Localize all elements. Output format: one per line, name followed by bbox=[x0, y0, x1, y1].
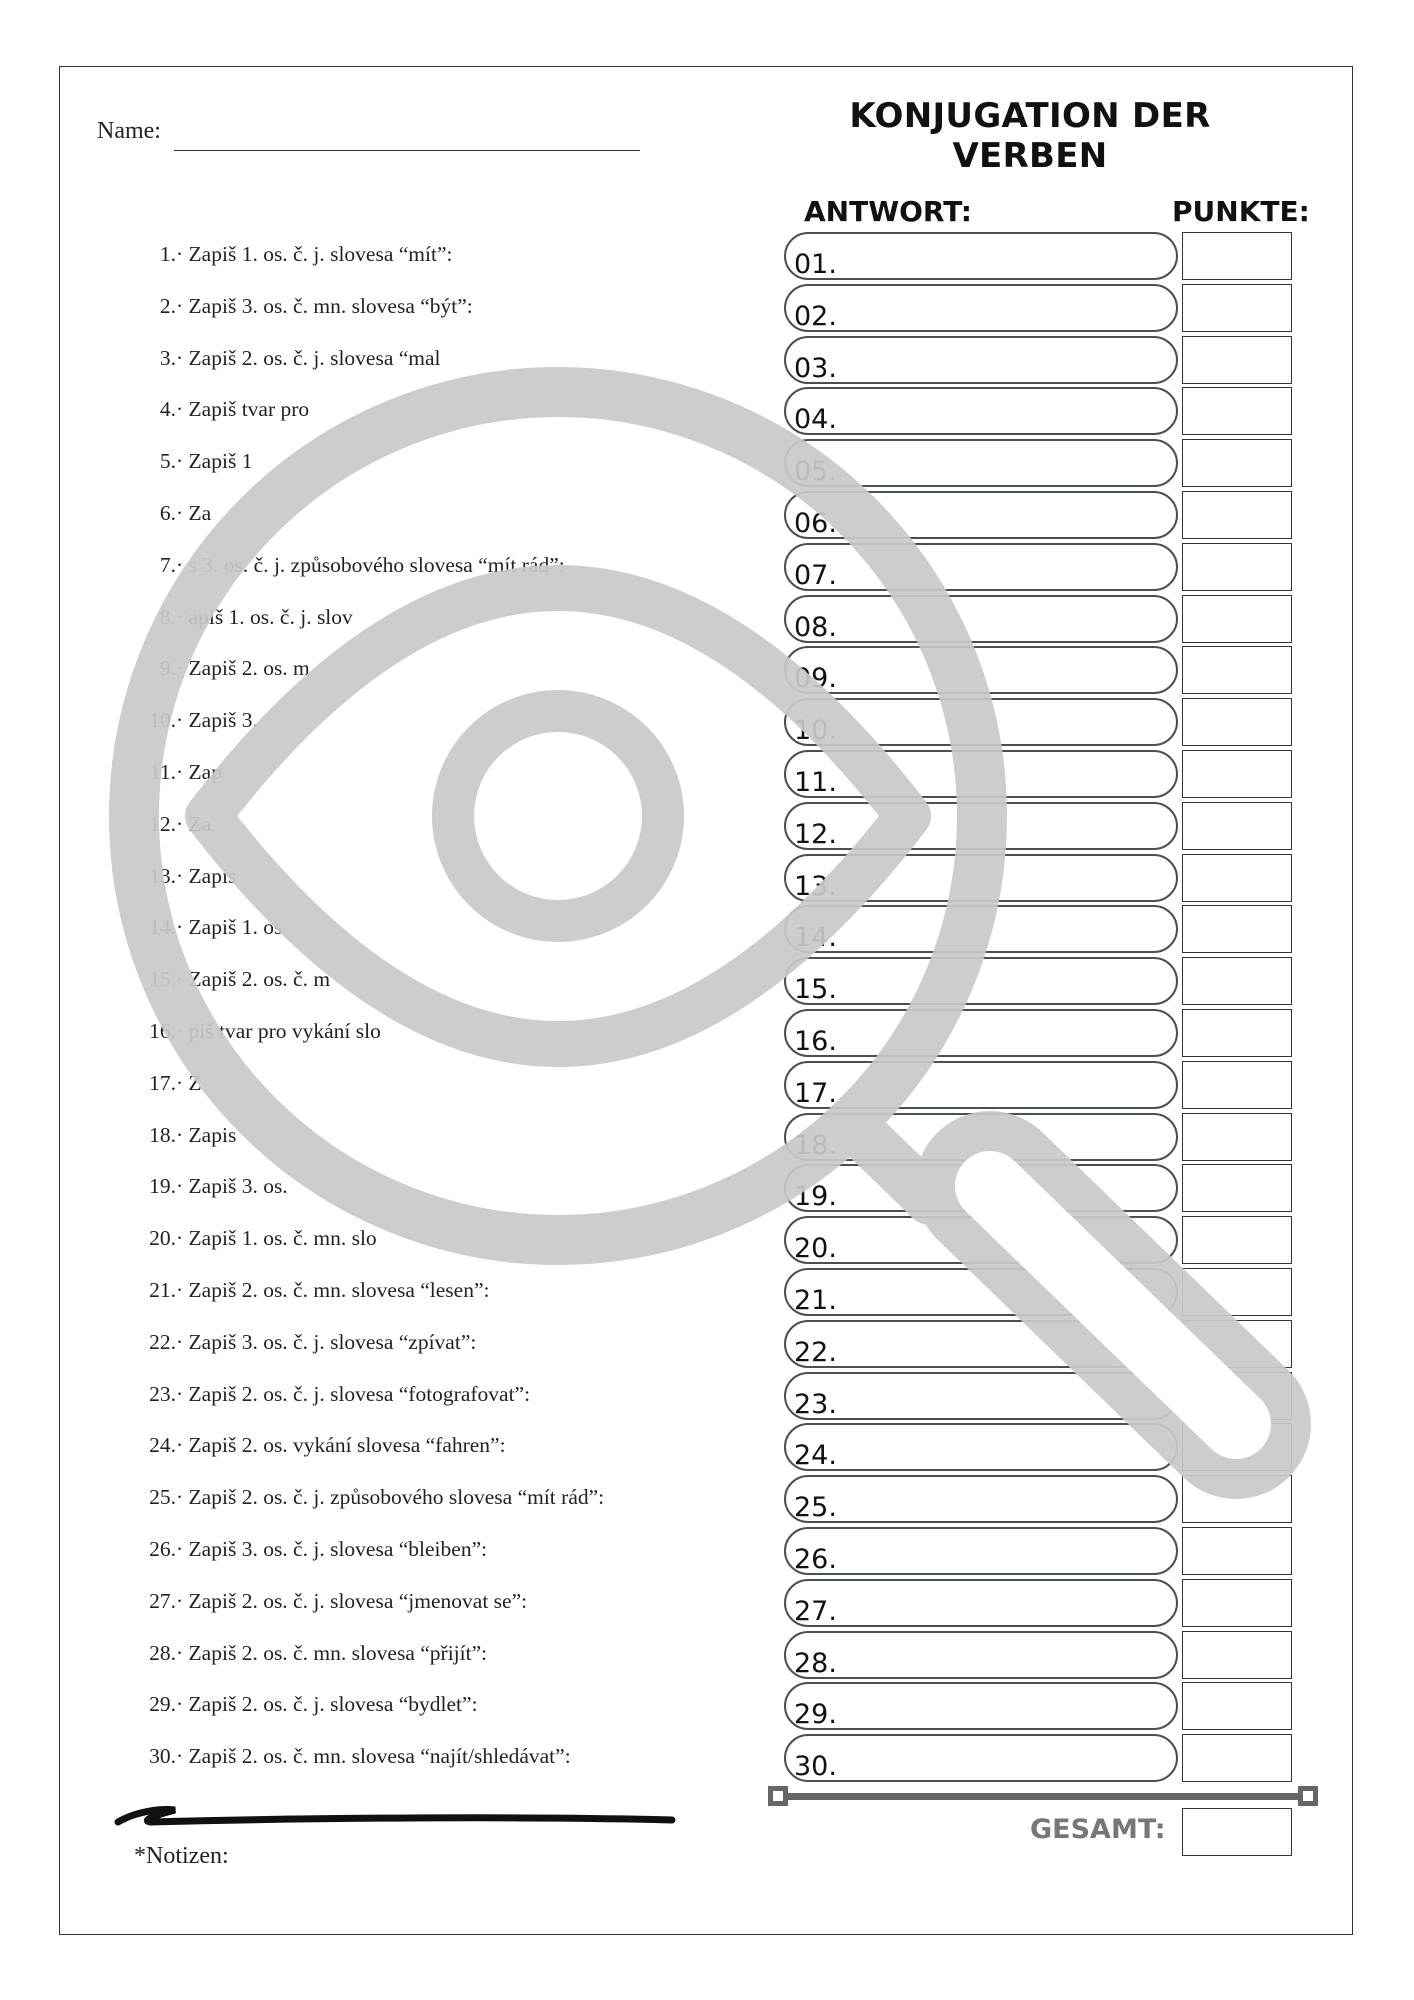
points-box-9[interactable] bbox=[1182, 646, 1292, 694]
question-29: 29.· Zapiš 2. os. č. j. slovesa “bydlet”: bbox=[0, 1692, 700, 1717]
answer-field-9[interactable] bbox=[784, 646, 1178, 694]
question-text: Zapiš 2. os. č. j. způsobového slovesa “mít rád”: bbox=[188, 1485, 605, 1510]
points-box-5[interactable] bbox=[1182, 439, 1292, 487]
points-box-19[interactable] bbox=[1182, 1164, 1292, 1212]
question-5: 5.· Zapiš 1 bbox=[0, 449, 700, 474]
answer-number: 11. bbox=[794, 767, 837, 798]
answer-field-11[interactable] bbox=[784, 750, 1178, 798]
answer-field-22[interactable] bbox=[784, 1320, 1178, 1368]
answer-field-28[interactable] bbox=[784, 1631, 1178, 1679]
answer-number: 10. bbox=[794, 715, 837, 747]
answer-field-23[interactable] bbox=[784, 1372, 1178, 1420]
question-16: 16.· piš tvar pro vykání slo bbox=[0, 1019, 700, 1044]
question-24: 24.· Zapiš 2. os. vykání slovesa “fahren”: bbox=[0, 1433, 700, 1458]
points-box-16[interactable] bbox=[1182, 1009, 1292, 1057]
question-number: 30. bbox=[149, 1744, 176, 1769]
answer-number: 05. bbox=[794, 456, 837, 488]
answer-number: 20. bbox=[794, 1233, 837, 1265]
question-text: Zapiš 1. os bbox=[188, 915, 283, 940]
question-26: 26.· Zapiš 3. os. č. j. slovesa “bleiben”: bbox=[0, 1537, 700, 1562]
question-text: Zapiš 3. os. č. j. slovesa “zpívat”: bbox=[188, 1329, 477, 1354]
question-text: Zapiš 2. os. č. m bbox=[188, 967, 331, 992]
question-28: 28.· Zapiš 2. os. č. mn. slovesa “přijít”: bbox=[0, 1641, 700, 1666]
question-text: Zapis bbox=[188, 1122, 237, 1147]
points-box-1[interactable] bbox=[1182, 232, 1292, 280]
question-number: 13. bbox=[149, 863, 176, 888]
question-number: 14. bbox=[149, 915, 176, 940]
answer-number: 18. bbox=[794, 1129, 837, 1161]
question-text: Zapiš 2. os. m bbox=[188, 656, 310, 681]
question-text: Zap bbox=[188, 760, 222, 784]
question-number: 25. bbox=[149, 1485, 176, 1510]
answer-number: 03. bbox=[794, 352, 837, 384]
question-number: 22. bbox=[149, 1329, 176, 1354]
question-number: 21. bbox=[149, 1278, 176, 1302]
question-20: 20.· Zapiš 1. os. č. mn. slo bbox=[0, 1226, 700, 1251]
points-box-10[interactable] bbox=[1182, 698, 1292, 746]
question-number: 3. bbox=[159, 345, 176, 370]
name-field[interactable] bbox=[174, 150, 640, 151]
question-text: Zapiš 2. os. vykání slovesa “fahren”: bbox=[188, 1433, 506, 1458]
question-7: 7.· s 3. os. č. j. způsobového slovesa “mít rád”: bbox=[0, 553, 700, 578]
answer-field-20[interactable] bbox=[784, 1216, 1178, 1264]
answer-number: 21. bbox=[794, 1285, 837, 1316]
points-box-21[interactable] bbox=[1182, 1268, 1292, 1316]
question-number: 16. bbox=[149, 1019, 176, 1043]
answer-number: 16. bbox=[794, 1026, 837, 1057]
question-number: 6. bbox=[159, 501, 176, 525]
points-box-2[interactable] bbox=[1182, 284, 1292, 332]
question-11: 11.· Zap bbox=[0, 760, 700, 785]
points-box-30[interactable] bbox=[1182, 1734, 1292, 1782]
question-text: piš tvar pro vykání slo bbox=[188, 1019, 381, 1043]
answer-field-26[interactable] bbox=[784, 1527, 1178, 1575]
question-number: 5. bbox=[159, 449, 176, 474]
question-number: 23. bbox=[149, 1381, 176, 1406]
question-number: 27. bbox=[149, 1588, 176, 1613]
points-box-14[interactable] bbox=[1182, 905, 1292, 953]
divider-right-handle bbox=[1298, 1786, 1318, 1806]
answer-number: 28. bbox=[794, 1647, 837, 1679]
question-text: Zapiš 2. os. č. j. slovesa “bydlet”: bbox=[188, 1692, 478, 1717]
question-9: 9.· Zapiš 2. os. m bbox=[0, 656, 700, 681]
question-text: s 3. os. č. j. způsobového slovesa “mít rád”: bbox=[188, 552, 565, 577]
question-number: 12. bbox=[149, 811, 176, 836]
question-text: Zapiš 3. os. bbox=[188, 1174, 288, 1199]
question-12: 12.· Za bbox=[0, 812, 700, 837]
question-number: 2. bbox=[159, 293, 176, 318]
points-box-3[interactable] bbox=[1182, 336, 1292, 384]
points-box-29[interactable] bbox=[1182, 1682, 1292, 1730]
answer-field-7[interactable] bbox=[784, 543, 1178, 591]
question-4: 4.· Zapiš tvar pro bbox=[0, 397, 700, 422]
points-box-7[interactable] bbox=[1182, 543, 1292, 591]
answer-number: 14. bbox=[794, 922, 837, 954]
total-label: GESAMT: bbox=[1030, 1814, 1166, 1845]
question-text: Zapiš 2. os. č. j. slovesa “mal bbox=[188, 345, 441, 370]
question-2: 2.· Zapiš 3. os. č. mn. slovesa “být”: bbox=[0, 294, 700, 319]
question-number: 20. bbox=[149, 1226, 176, 1251]
question-text: Z bbox=[188, 1070, 202, 1095]
answer-field-27[interactable] bbox=[784, 1579, 1178, 1627]
points-box-23[interactable] bbox=[1182, 1372, 1292, 1420]
answer-field-2[interactable] bbox=[784, 284, 1178, 332]
points-box-6[interactable] bbox=[1182, 491, 1292, 539]
points-box-28[interactable] bbox=[1182, 1631, 1292, 1679]
points-box-17[interactable] bbox=[1182, 1061, 1292, 1109]
answer-field-15[interactable] bbox=[784, 957, 1178, 1005]
question-25: 25.· Zapiš 2. os. č. j. způsobového slovesa “mít rád”: bbox=[0, 1485, 700, 1510]
answer-field-6[interactable] bbox=[784, 491, 1178, 539]
answer-field-12[interactable] bbox=[784, 802, 1178, 850]
question-text: Zapiš 1. os. č. mn. slo bbox=[188, 1226, 377, 1251]
answer-number: 25. bbox=[794, 1492, 837, 1524]
total-points-box[interactable] bbox=[1182, 1808, 1292, 1856]
question-number: 15. bbox=[149, 967, 176, 992]
answer-number: 04. bbox=[794, 404, 837, 436]
points-box-24[interactable] bbox=[1182, 1423, 1292, 1471]
answer-number: 26. bbox=[794, 1544, 837, 1575]
question-30: 30.· Zapiš 2. os. č. mn. slovesa “najít/shledávat”: bbox=[0, 1744, 700, 1769]
answer-number: 06. bbox=[794, 508, 837, 539]
question-21: 21.· Zapiš 2. os. č. mn. slovesa “lesen”: bbox=[0, 1278, 700, 1303]
question-10: 10.· Zapiš 3. bbox=[0, 708, 700, 733]
points-column-header: PUNKTE: bbox=[1172, 195, 1310, 228]
answer-number: 09. bbox=[794, 663, 837, 695]
answer-number: 07. bbox=[794, 559, 837, 591]
answer-number: 29. bbox=[794, 1699, 837, 1731]
question-text: Zapiš 3. os. č. j. slovesa “bleiben”: bbox=[188, 1537, 488, 1561]
question-8: 8.· apiš 1. os. č. j. slov bbox=[0, 605, 700, 630]
answer-number: 12. bbox=[794, 818, 837, 850]
question-number: 7. bbox=[159, 552, 176, 577]
question-number: 29. bbox=[149, 1692, 176, 1717]
answer-number: 30. bbox=[794, 1751, 837, 1783]
question-15: 15.· Zapiš 2. os. č. m bbox=[0, 967, 700, 992]
question-number: 9. bbox=[159, 656, 176, 681]
points-box-13[interactable] bbox=[1182, 854, 1292, 902]
answer-number: 19. bbox=[794, 1181, 837, 1213]
answer-number: 27. bbox=[794, 1595, 837, 1627]
answer-field-25[interactable] bbox=[784, 1475, 1178, 1523]
answer-number: 13. bbox=[794, 870, 837, 902]
question-text: Zapiš 3. bbox=[188, 708, 258, 733]
question-text: Zapiš 2. os. č. mn. slovesa “lesen”: bbox=[188, 1278, 490, 1302]
question-13: 13.· Zapis bbox=[0, 864, 700, 889]
points-box-25[interactable] bbox=[1182, 1475, 1292, 1523]
answer-field-14[interactable] bbox=[784, 905, 1178, 953]
answer-field-5[interactable] bbox=[784, 439, 1178, 487]
answer-field-19[interactable] bbox=[784, 1164, 1178, 1212]
answer-number: 17. bbox=[794, 1077, 837, 1109]
question-text: Zapis bbox=[188, 863, 237, 888]
answer-number: 02. bbox=[794, 300, 837, 332]
question-14: 14.· Zapiš 1. os bbox=[0, 915, 700, 940]
question-number: 11. bbox=[149, 760, 176, 784]
answer-number: 15. bbox=[794, 974, 837, 1006]
question-text: apiš 1. os. č. j. slov bbox=[188, 604, 353, 629]
question-1: 1.· Zapiš 1. os. č. j. slovesa “mít”: bbox=[0, 242, 700, 267]
points-box-22[interactable] bbox=[1182, 1320, 1292, 1368]
question-number: 10. bbox=[149, 708, 176, 733]
question-number: 4. bbox=[159, 397, 176, 422]
points-box-20[interactable] bbox=[1182, 1216, 1292, 1264]
question-number: 17. bbox=[149, 1070, 176, 1095]
answer-field-4[interactable] bbox=[784, 387, 1178, 435]
answer-field-3[interactable] bbox=[784, 336, 1178, 384]
question-6: 6.· Za bbox=[0, 501, 700, 526]
question-19: 19.· Zapiš 3. os. bbox=[0, 1174, 700, 1199]
question-27: 27.· Zapiš 2. os. č. j. slovesa “jmenovat se”: bbox=[0, 1589, 700, 1614]
question-23: 23.· Zapiš 2. os. č. j. slovesa “fotografovat”: bbox=[0, 1382, 700, 1407]
question-number: 24. bbox=[149, 1433, 176, 1458]
question-number: 26. bbox=[149, 1537, 176, 1561]
question-text: Zapiš 2. os. č. mn. slovesa “najít/shledávat”: bbox=[188, 1744, 571, 1769]
notes-label: *Notizen: bbox=[134, 1843, 229, 1869]
points-box-11[interactable] bbox=[1182, 750, 1292, 798]
answer-field-24[interactable] bbox=[784, 1423, 1178, 1471]
answer-number: 01. bbox=[794, 249, 837, 280]
points-box-26[interactable] bbox=[1182, 1527, 1292, 1575]
question-text: Zapiš 2. os. č. mn. slovesa “přijít”: bbox=[188, 1640, 488, 1665]
answer-number: 22. bbox=[794, 1336, 837, 1368]
name-label: Name: bbox=[97, 118, 161, 144]
question-number: 1. bbox=[159, 242, 176, 266]
question-number: 18. bbox=[149, 1122, 176, 1147]
answer-field-1[interactable] bbox=[784, 232, 1178, 280]
answer-column-header: ANTWORT: bbox=[804, 195, 972, 228]
answer-field-29[interactable] bbox=[784, 1682, 1178, 1730]
divider-left-handle bbox=[768, 1786, 788, 1806]
answer-field-13[interactable] bbox=[784, 854, 1178, 902]
answer-number: 24. bbox=[794, 1440, 837, 1472]
answer-field-21[interactable] bbox=[784, 1268, 1178, 1316]
question-17: 17.· Z bbox=[0, 1071, 700, 1096]
answer-field-17[interactable] bbox=[784, 1061, 1178, 1109]
question-text: Zapiš 1 bbox=[188, 449, 253, 474]
question-text: Zapiš 3. os. č. mn. slovesa “být”: bbox=[188, 293, 473, 318]
question-text: Zapiš tvar pro bbox=[188, 397, 310, 422]
question-text: Zapiš 2. os. č. j. slovesa “jmenovat se”: bbox=[188, 1588, 528, 1613]
answer-number: 23. bbox=[794, 1388, 837, 1420]
question-number: 8. bbox=[159, 604, 176, 629]
points-box-27[interactable] bbox=[1182, 1579, 1292, 1627]
question-3: 3.· Zapiš 2. os. č. j. slovesa “mal bbox=[0, 346, 700, 371]
points-box-12[interactable] bbox=[1182, 802, 1292, 850]
question-number: 19. bbox=[149, 1174, 176, 1199]
points-box-4[interactable] bbox=[1182, 387, 1292, 435]
question-18: 18.· Zapis bbox=[0, 1123, 700, 1148]
question-text: Zapiš 1. os. č. j. slovesa “mít”: bbox=[188, 242, 453, 266]
worksheet-title: KONJUGATION DER VERBEN bbox=[849, 96, 1211, 176]
points-box-15[interactable] bbox=[1182, 957, 1292, 1005]
answer-field-16[interactable] bbox=[784, 1009, 1178, 1057]
answer-field-18[interactable] bbox=[784, 1113, 1178, 1161]
question-text: Za bbox=[188, 811, 212, 836]
points-box-18[interactable] bbox=[1182, 1113, 1292, 1161]
answer-field-10[interactable] bbox=[784, 698, 1178, 746]
points-box-8[interactable] bbox=[1182, 595, 1292, 643]
question-text: Zapiš 2. os. č. j. slovesa “fotografovat”: bbox=[188, 1381, 531, 1406]
total-divider bbox=[775, 1793, 1311, 1800]
question-text: Za bbox=[188, 501, 212, 525]
question-number: 28. bbox=[149, 1640, 176, 1665]
answer-field-8[interactable] bbox=[784, 595, 1178, 643]
question-22: 22.· Zapiš 3. os. č. j. slovesa “zpívat”: bbox=[0, 1330, 700, 1355]
answer-field-30[interactable] bbox=[784, 1734, 1178, 1782]
answer-number: 08. bbox=[794, 611, 837, 643]
